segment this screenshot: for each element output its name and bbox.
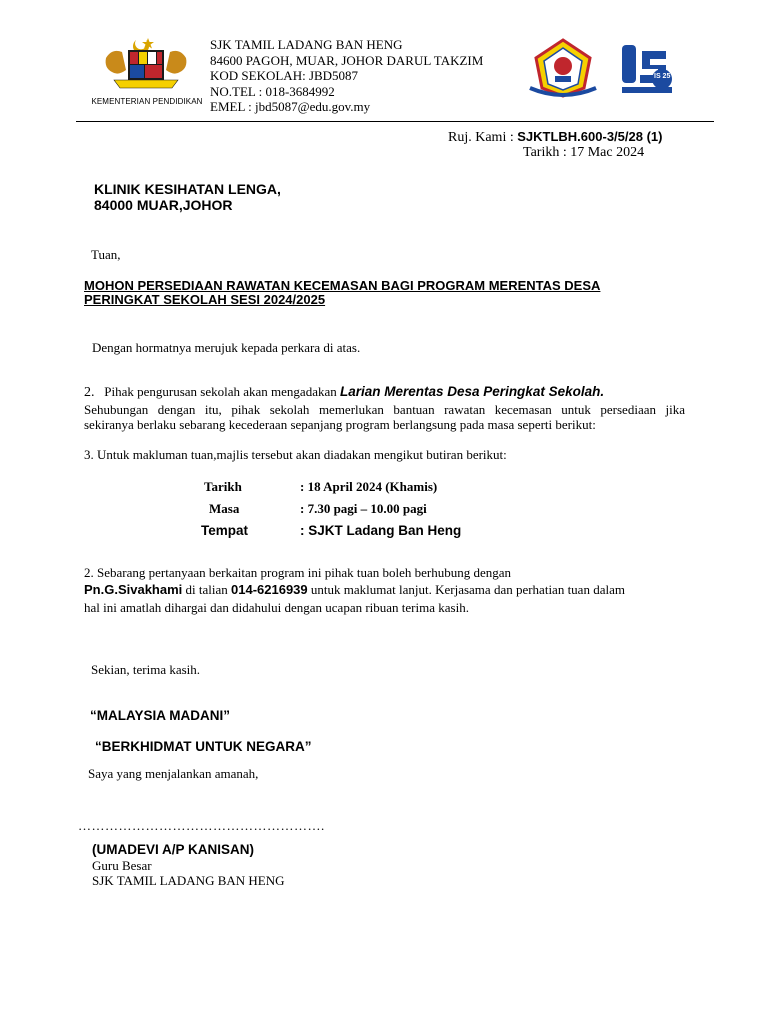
paragraph-4-line-2 — [84, 582, 625, 598]
paragraph-2-line-2: Sehubungan dengan itu, pihak sekolah memerlukan bantuan rawatan kecemasan untuk persediaan jika — [84, 402, 685, 417]
motto-malaysia-madani: “MALAYSIA MADANI” — [90, 708, 231, 723]
signer-title: Guru Besar — [92, 858, 152, 873]
reference-number — [448, 129, 662, 146]
recipient-line-1: KLINIK KESIHATAN LENGA, — [94, 181, 281, 197]
paragraph-3: 3. Untuk makluman tuan,majlis tersebut akan diadakan mengikut butiran berikut: — [84, 447, 507, 462]
school-logo — [528, 38, 598, 98]
detail-label-date: Tarikh — [204, 479, 242, 494]
detail-value-time: : 7.30 pagi – 10.00 pagi — [300, 501, 427, 516]
paragraph-4-line-3: hal ini amatlah dihargai dan didahului dengan ucapan ribuan terima kasih. — [84, 600, 469, 615]
paragraph-2-line-1 — [84, 384, 604, 401]
signer-school: SJK TAMIL LADANG BAN HENG — [92, 873, 285, 888]
detail-value-venue: : SJKT Ladang Ban Heng — [300, 523, 462, 538]
motto-berkhidmat: “BERKHIDMAT UNTUK NEGARA” — [95, 739, 312, 754]
paragraph-4-line-1: 2. Sebarang pertanyaan berkaitan program ini pihak tuan boleh berhubung dengan — [84, 565, 512, 580]
event-name: Larian Merentas Desa Peringkat Sekolah. — [339, 384, 605, 399]
is25-logo-icon — [620, 43, 674, 97]
detail-value-date: : 18 April 2024 (Khamis) — [300, 479, 438, 494]
detail-label-time: Masa — [209, 501, 240, 516]
contact-mid: di talian — [182, 582, 232, 597]
closing-trust: Saya yang menjalankan amanah, — [88, 766, 259, 781]
date-label: Tarikh : — [523, 145, 571, 160]
ref-label: Ruj. Kami : — [448, 130, 518, 145]
opening-sentence: Dengan hormatnya merujuk kepada perkara di atas. — [92, 340, 361, 355]
letter-date — [523, 145, 644, 161]
school-email: EMEL : jbd5087@edu.gov.my — [210, 99, 371, 114]
paragraph-2-line-3: sekiranya berlaku sebarang kecederaan sepanjang program berlangsung pada masa seperti berikut: — [84, 417, 596, 432]
date-value: 17 Mac 2024 — [570, 145, 645, 160]
contact-rest: untuk maklumat lanjut. Kerjasama dan perhatian tuan dalam — [307, 582, 625, 597]
paragraph-2-number: 2. — [84, 385, 95, 400]
ref-value: SJKTLBH.600-3/5/28 (1) — [517, 129, 663, 144]
paragraph-2-intro: Pihak pengurusan sekolah akan mengadakan — [104, 384, 340, 399]
school-code: KOD SEKOLAH: JBD5087 — [210, 68, 359, 83]
program-logo — [620, 43, 674, 97]
program-logo-text: IS 25 — [654, 73, 671, 80]
contact-phone: 014-6216939 — [231, 582, 308, 597]
detail-label-venue: Tempat — [201, 523, 249, 538]
subject-line-1: MOHON PERSEDIAAN RAWATAN KECEMASAN BAGI PROGRAM MERENTAS DESA — [84, 278, 601, 293]
school-crest-icon — [528, 38, 598, 98]
closing-thanks: Sekian, terima kasih. — [91, 662, 201, 677]
salutation: Tuan, — [91, 247, 121, 262]
subject-line-2: PERINGKAT SEKOLAH SESI 2024/2025 — [84, 292, 326, 307]
contact-person: Pn.G.Sivakhami — [84, 582, 183, 597]
ministry-label: KEMENTERIAN PENDIDIKAN — [91, 97, 203, 106]
school-phone: NO.TEL : 018-3684992 — [210, 83, 335, 99]
header-divider — [76, 121, 714, 122]
school-address: 84600 PAGOH, MUAR, JOHOR DARUL TAKZIM — [210, 52, 484, 68]
ministry-logo — [92, 34, 200, 96]
recipient-line-2: 84000 MUAR,JOHOR — [94, 197, 233, 213]
signer-name: (UMADEVI A/P KANISAN) — [92, 842, 255, 857]
school-address-block — [210, 37, 483, 115]
coat-of-arms-icon — [92, 34, 200, 96]
signature-line: ………………………………………………. — [78, 818, 325, 833]
school-name: SJK TAMIL LADANG BAN HENG — [210, 37, 403, 52]
